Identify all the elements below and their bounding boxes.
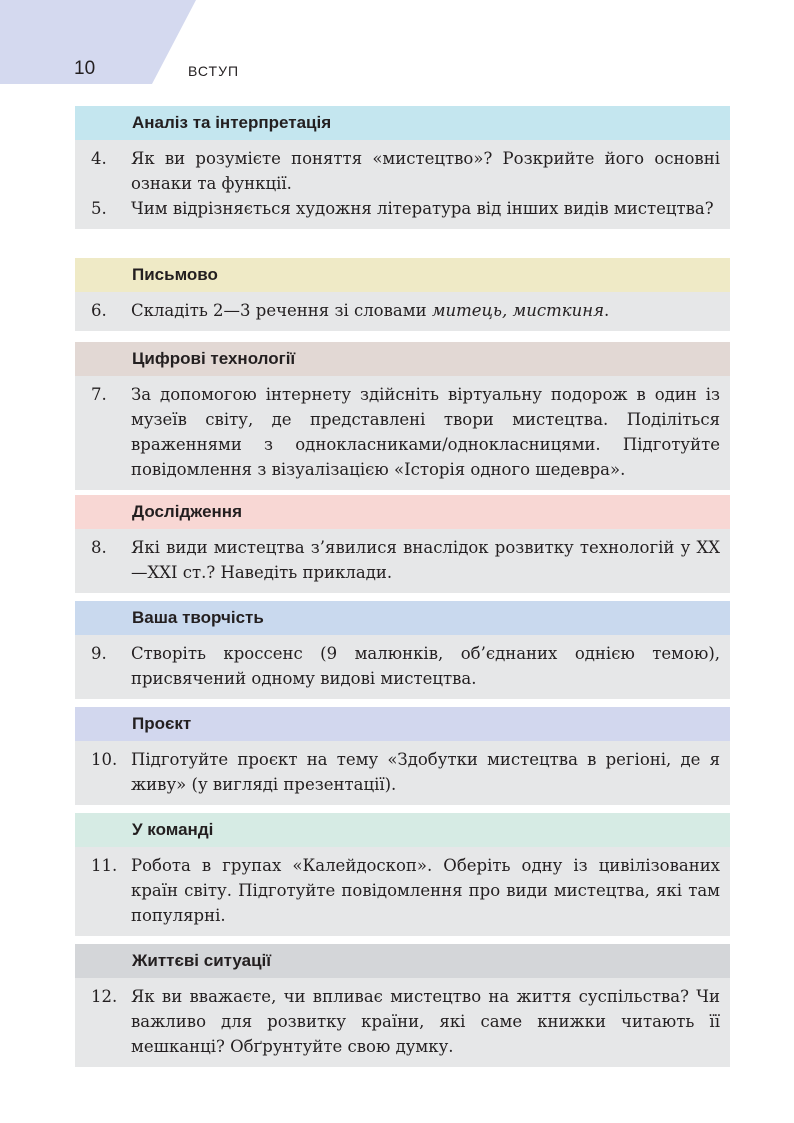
list-item <box>75 196 720 221</box>
item-text: Складіть 2—3 речення зі словами митець, мисткиня. <box>131 301 610 320</box>
list-item <box>75 747 720 797</box>
section-title: У команді <box>75 813 730 847</box>
item-number: 8. <box>91 538 107 557</box>
list-item <box>75 853 720 928</box>
item-text: Підготуйте проєкт на тему «Здобутки мистецтва в регіоні, де я живу» (у вигляді презентації). <box>131 750 720 794</box>
item-number: 9. <box>91 644 107 663</box>
section-title: Аналіз та інтерпретація <box>75 106 730 140</box>
section-life <box>75 944 730 1067</box>
section-creativity <box>75 601 730 699</box>
corner-tab <box>0 0 200 84</box>
section-research <box>75 495 730 593</box>
section-title: Проєкт <box>75 707 730 741</box>
list-item <box>75 382 720 482</box>
list-item <box>75 984 720 1059</box>
section-title: Письмово <box>75 258 730 292</box>
section-digital <box>75 342 730 490</box>
item-text: Які види мистецтва з’явилися внаслідок розвитку технологій у ХХ—ХХІ ст.? Наведіть приклади. <box>131 538 720 582</box>
section-title: Ваша творчість <box>75 601 730 635</box>
section-team <box>75 813 730 936</box>
item-text: Як ви вважаєте, чи впливає мистецтво на життя суспільства? Чи важливо для розвитку країни, які саме книжки читають її мешканці? Обґрунтуйте свою думку. <box>131 987 720 1056</box>
running-head: ВСТУП <box>188 63 240 79</box>
list-item <box>75 535 720 585</box>
item-text: Створіть кроссенс (9 малюнків, об’єднаних однією темою), присвячений одному видові мистецтва. <box>131 644 720 688</box>
list-item <box>75 641 720 691</box>
item-number: 12. <box>91 987 118 1006</box>
item-number: 10. <box>91 750 118 769</box>
section-writing <box>75 258 730 331</box>
section-title: Дослідження <box>75 495 730 529</box>
section-title: Цифрові технології <box>75 342 730 376</box>
list-item <box>75 298 720 323</box>
section-project <box>75 707 730 805</box>
section-analysis <box>75 106 730 229</box>
item-number: 5. <box>91 199 107 218</box>
item-number: 7. <box>91 385 107 404</box>
item-number: 4. <box>91 149 107 168</box>
item-number: 6. <box>91 301 107 320</box>
item-text: За допомогою інтернету здійсніть віртуальну подорож в один із музеїв світу, де представлені твори мистецтва. Поділіться враженнями з однокласниками/однокласницями. Підготуйте повідомлення з візуалізацією «Історія одного шедевра». <box>131 385 720 479</box>
italic-words: митець, мисткиня <box>431 301 604 320</box>
list-item <box>75 146 720 196</box>
item-text: Як ви розумієте поняття «мистецтво»? Розкрийте його основні ознаки та функції. <box>131 149 720 193</box>
page-number: 10 <box>74 58 96 79</box>
item-number: 11. <box>91 856 118 875</box>
section-title: Життєві ситуації <box>75 944 730 978</box>
item-text: Робота в групах «Калейдоскоп». Оберіть одну із цивілізованих країн світу. Підготуйте повідомлення про види мистецтва, які там популярні. <box>131 856 720 925</box>
item-text: Чим відрізняється художня література від інших видів мистецтва? <box>131 199 714 218</box>
